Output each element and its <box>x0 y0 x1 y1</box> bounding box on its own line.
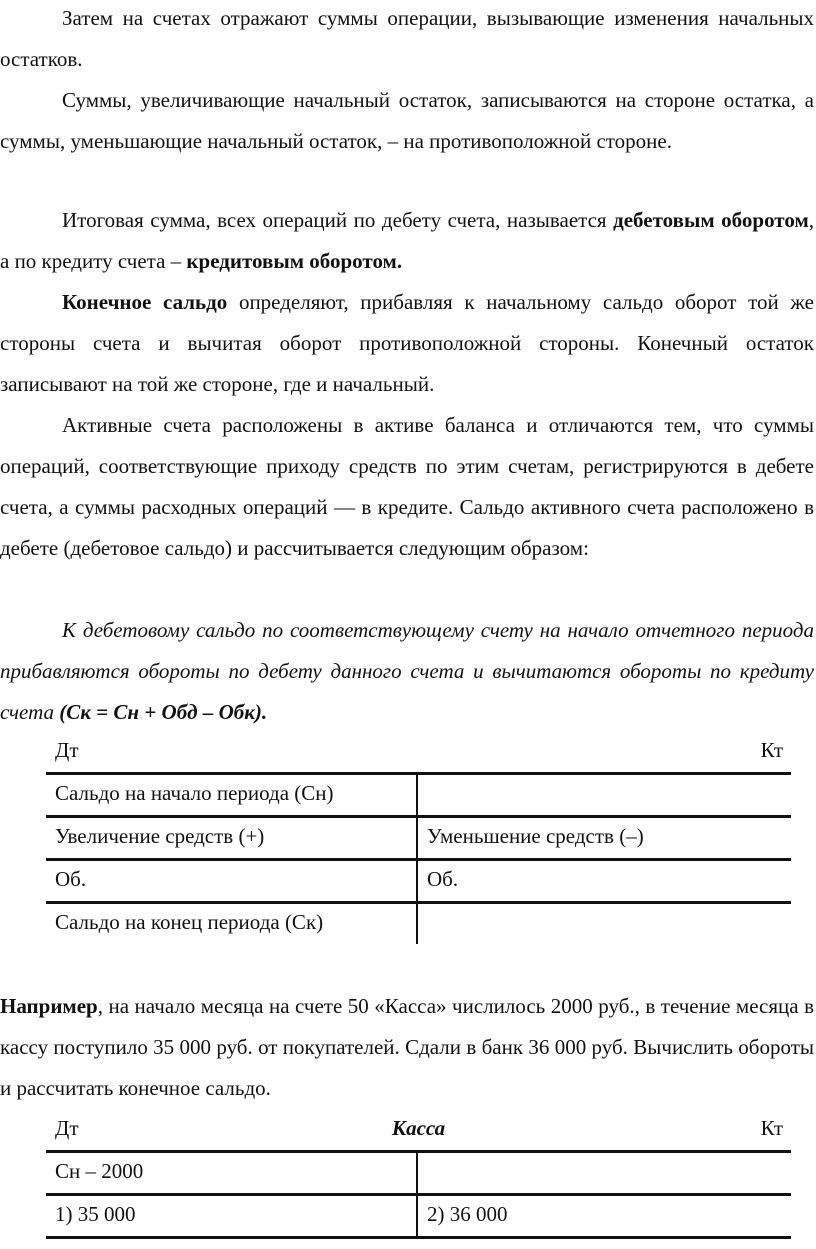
paragraph-5-text: Активные счета расположены в активе баланса и отличаются тем, что суммы операций, соответствующие приходу средств по этим счетам, регистрируются в дебете счета, а суммы расходных операций — в кредите. Сальдо активного счета расположено в дебете (дебетовое сальдо) и рассчитывается следующим образом: <box>0 413 814 560</box>
account-title: Касса <box>391 1116 446 1140</box>
paragraph-6-text: К дебетовому сальдо по соответствующему счету на начало отчетного периода прибавляются обороты по дебету данного счета и вычитаются обороты по кредиту счета <box>0 618 814 724</box>
credit-label: Кт <box>760 738 783 762</box>
t-account-row <box>46 858 791 901</box>
formula: (Ск = Сн + Обд – Обк). <box>59 700 268 724</box>
term-final-balance: Конечное сальдо <box>62 290 228 314</box>
paragraph-3 <box>0 200 814 282</box>
t-account-header <box>46 734 791 772</box>
cell-debit: Сальдо на конец периода (Ск) <box>55 910 324 934</box>
example-text: , на начало месяца на счете 50 «Касса» числилось 2000 руб., в течение месяца в кассу поступило 35 000 руб. от покупателей. Сдали в банк 36 000 руб. Вычислить обороты и рассчитать конечное сальдо. <box>0 994 814 1100</box>
t-account-row <box>46 1193 791 1239</box>
cell-credit <box>416 775 791 815</box>
cell-credit: Об. <box>416 861 791 901</box>
paragraph-example <box>0 986 814 1109</box>
cell-credit: 2) 36 000 <box>416 1196 791 1236</box>
example-label: Например <box>0 994 98 1018</box>
debit-label: Дт <box>55 738 79 762</box>
t-account-row <box>46 772 791 815</box>
paragraph-1-text: Затем на счетах отражают суммы операции, вызывающие изменения начальных остатков. <box>0 6 814 71</box>
debit-label: Дт <box>55 1116 79 1140</box>
cell-credit <box>416 1153 791 1193</box>
cell-debit: Сн – 2000 <box>55 1159 144 1183</box>
paragraph-3-text-c: , а по кредиту счета – <box>0 208 814 273</box>
t-account-row <box>46 1150 791 1193</box>
cell-credit: Уменьшение средств (–) <box>416 818 791 858</box>
cell-debit: Об. <box>55 867 87 891</box>
paragraph-4 <box>0 282 814 405</box>
paragraph-3-text-a: Итоговая сумма, всех операций по дебету счета, называется <box>62 208 614 232</box>
paragraph-2-text: Суммы, увеличивающие начальный остаток, записываются на стороне остатка, а суммы, уменьшающие начальный остаток, – на противоположной стороне. <box>0 88 814 153</box>
t-account-generic <box>46 734 791 944</box>
t-account-kassa <box>46 1112 791 1239</box>
paragraph-6 <box>0 610 814 733</box>
t-account-header <box>46 1112 791 1150</box>
t-account-row <box>46 901 791 944</box>
cell-credit <box>416 904 791 944</box>
credit-label: Кт <box>760 1116 783 1140</box>
paragraph-5 <box>0 405 814 569</box>
cell-debit: Сальдо на начало периода (Сн) <box>55 781 334 805</box>
term-debit-turnover: дебетовым оборотом <box>613 208 809 232</box>
cell-debit: Увеличение средств (+) <box>55 824 265 848</box>
term-credit-turnover: кредитовым оборотом. <box>186 249 403 273</box>
paragraph-1 <box>0 0 814 80</box>
paragraph-2 <box>0 80 814 162</box>
t-account-row <box>46 815 791 858</box>
paragraph-4-text: определяют, прибавляя к начальному сальдо оборот той же стороны счета и вычитая оборот противоположной стороны. Конечный остаток записывают на той же стороне, где и начальный. <box>0 290 814 396</box>
cell-debit: 1) 35 000 <box>55 1202 136 1226</box>
